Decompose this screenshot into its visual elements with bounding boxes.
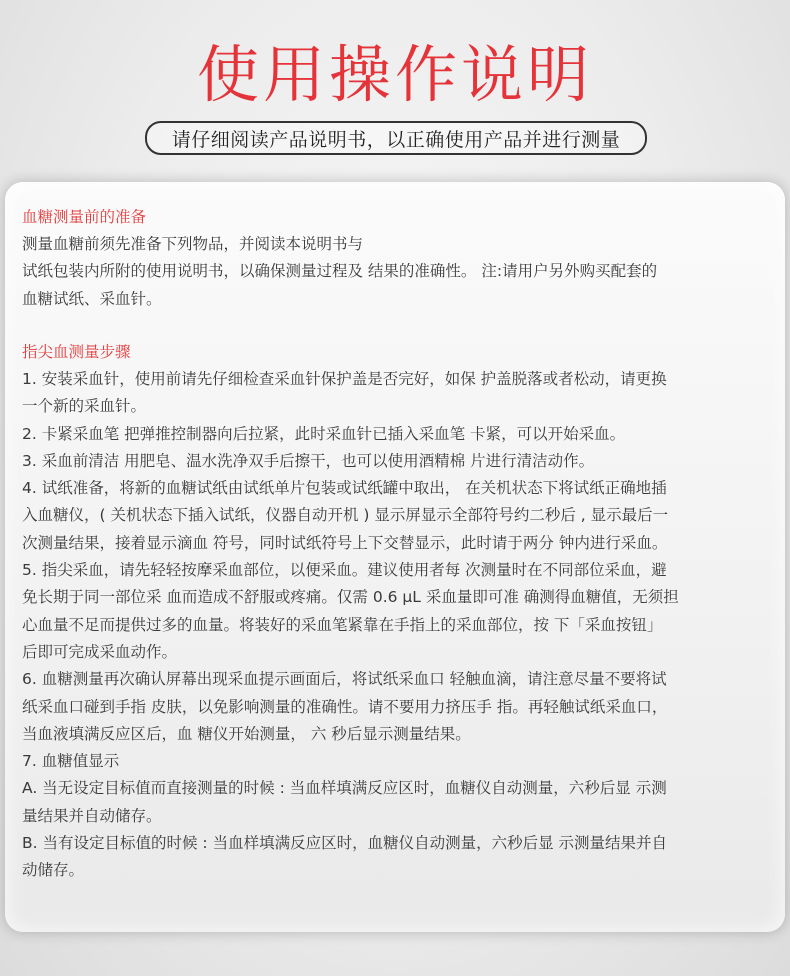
step-line: 5. 指尖采血，请先轻轻按摩采血部位，以便采血。建议使用者每 次测量时在不同部位采血，避 [22,561,667,580]
step-line: 4. 试纸准备，将新的血糖试纸由试纸单片包装或试纸罐中取出， 在关机状态下将试纸正确地插 [22,479,667,498]
step-line: 3. 采血前清洁 用肥皂、温水洗净双手后擦干，也可以使用酒精棉 片进行清洁动作。 [22,451,595,470]
step-line: 一个新的采血针。 [22,397,147,416]
preparation-heading: 血糖测量前的准备 [22,208,147,226]
steps-heading: 指尖血测量步骤 [22,343,131,361]
step-line: 后即可完成采血动作。 [22,642,178,661]
fingertip-steps-section [22,339,772,885]
subtitle-banner: 请仔细阅读产品说明书，以正确使用产品并进行测量 [145,121,647,155]
step-line: 1. 安装采血针，使用前请先仔细检查采血针保护盖是否完好，如保 护盖脱落或者松动，请更换 [22,370,667,388]
step-line: B. 当有设定目标值的时候 : 当血样填满反应区时，血糖仪自动测量，六秒后显 示测量结果并自 [22,834,667,853]
preparation-line: 试纸包装内所附的使用说明书，以确保测量过程及 结果的准确性。 注:请用户另外购买配套的 [22,262,658,281]
preparation-line: 血糖试纸、采血针。 [22,289,162,308]
step-line: 2. 卡紧采血笔 把弹推控制器向后拉紧，此时采血针已插入采血笔 卡紧，可以开始采血。 [22,424,626,443]
step-line: 7. 血糖值显示 [22,752,120,771]
step-line: 当血液填满反应区后，血 糖仪开始测量， 六 秒后显示测量结果。 [22,724,471,743]
step-line: 纸采血口碰到手指 皮肤，以免影响测量的准确性。请不要用力挤压手 指。再轻触试纸采血口， [22,697,668,716]
step-line: 动储存。 [22,861,85,880]
preparation-line: 测量血糖前须先准备下列物品，并阅读本说明书与 [22,235,364,253]
step-line: A. 当无设定目标值而直接测量的时候 : 当血样填满反应区时，血糖仪自动测量，六秒后显 示测 [22,779,667,798]
step-line: 入血糖仪，( 关机状态下插入试纸，仪器自动开机 ) 显示屏显示全部符号约二秒后 , 显示最后一 [22,506,669,525]
page-title: 使用操作说明 [196,38,593,111]
step-line: 6. 血糖测量再次确认屏幕出现采血提示画面后，将试纸采血口 轻触血滴，请注意尽量不要将试 [22,670,667,689]
step-line: 量结果并自动储存。 [22,806,162,825]
instructions-card [5,182,785,932]
step-line: 免长期于同一部位采 血而造成不舒服或疼痛。仅需 0.6 μL 采血量即可准 确测得血糖值，无须担 [22,588,679,607]
step-line: 次测量结果，接着显示滴血 符号，同时试纸符号上下交替显示，此时请于两分 钟内进行采血。 [22,533,668,552]
preparation-section [22,204,772,313]
step-line: 心血量不足而提供过多的血量。将装好的采血笔紧靠在手指上的采血部位，按 下「采血按钮」 [22,615,663,634]
